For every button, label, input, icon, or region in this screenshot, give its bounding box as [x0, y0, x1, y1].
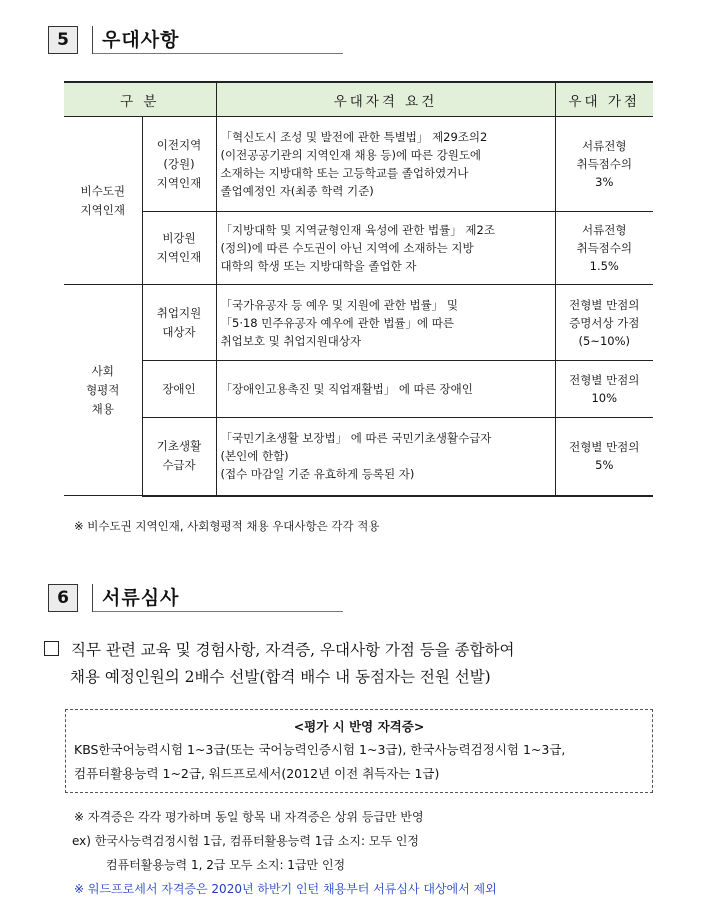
table-row — [64, 418, 653, 496]
header-points: 우대 가점 — [555, 82, 653, 117]
certificate-box — [65, 709, 653, 793]
category-cell: 사회 형평적 채용 — [64, 285, 142, 496]
requirement-cell: 「장애인고용촉진 및 직업재활법」 에 따른 장애인 — [216, 361, 555, 418]
blue-note-line: ※ 워드프로세서 자격증은 2020년 하반기 인턴 채용부터 서류심사 대상에서 제외 — [74, 882, 497, 896]
section-5-header — [48, 24, 179, 54]
requirement-cell: 「지방대학 및 지역균형인재 육성에 관한 법률」 제2조 (정의)에 따른 수도권이 아닌 지역에 소재하는 지방 대학의 학생 또는 지방대학을 졸업한 자 — [216, 212, 555, 285]
table-row — [64, 212, 653, 285]
preference-note: ※ 비수도권 지역인재, 사회형평적 채용 우대사항은 각각 적용 — [74, 519, 380, 533]
sub-category-cell: 이전지역 (강원) 지역인재 — [142, 117, 216, 212]
section-divider — [92, 584, 93, 612]
sub-category-cell: 장애인 — [142, 361, 216, 418]
certificate-box-title: <평가 시 반영 자격증> — [293, 719, 425, 734]
points-cell: 전형별 만점의 5% — [555, 418, 653, 496]
certificate-line: KBS한국어능력시험 1~3급(또는 국어능력인증시험 1~3급), 한국사능력검정시험 1~3급, — [74, 742, 566, 757]
header-category: 구 분 — [64, 82, 216, 117]
note-line: 컴퓨터활용능력 1, 2급 모두 소지: 1급만 인정 — [106, 858, 346, 872]
note-line: ex) 한국사능력검정시험 1급, 컴퓨터활용능력 1급 소지: 모두 인정 — [72, 834, 419, 848]
points-cell: 전형별 만점의 증명서상 가점 (5~10%) — [555, 285, 653, 361]
checkbox-icon — [44, 641, 59, 656]
requirement-cell: 「국가유공자 등 예우 및 지원에 관한 법률」 및 「5·18 민주유공자 예우에 관한 법률」에 따른 취업보호 및 취업지원대상자 — [216, 285, 555, 361]
requirement-cell: 「국민기초생활 보장법」 에 따른 국민기초생활수급자 (본인에 한함) (접수 마감일 기준 유효하게 등록된 자) — [216, 418, 555, 496]
section-5-title: 우대사항 — [102, 29, 180, 51]
table-row — [64, 117, 653, 212]
note-line: ※ 자격증은 각각 평가하며 동일 항목 내 자격증은 상위 등급만 반영 — [74, 810, 424, 824]
category-cell: 비수도권 지역인재 — [64, 117, 142, 285]
section-divider — [92, 26, 93, 54]
sub-category-cell: 비강원 지역인재 — [142, 212, 216, 285]
section-6-number: 6 — [48, 584, 78, 612]
table-row — [64, 361, 653, 418]
sub-category-cell: 기초생활 수급자 — [142, 418, 216, 496]
section-5-number: 5 — [48, 26, 78, 54]
section-6-title: 서류심사 — [102, 587, 180, 609]
points-cell: 서류전형 취득점수의 1.5% — [555, 212, 653, 285]
certificate-line: 컴퓨터활용능력 1~2급, 워드프로세서(2012년 이전 취득자는 1급) — [74, 766, 440, 781]
section-6-underline — [93, 611, 343, 612]
header-requirement: 우대자격 요건 — [216, 82, 555, 117]
table-row — [64, 285, 653, 361]
points-cell: 서류전형 취득점수의 3% — [555, 117, 653, 212]
points-cell: 전형별 만점의 10% — [555, 361, 653, 418]
section-6-header — [48, 582, 179, 612]
sub-category-cell: 취업지원 대상자 — [142, 285, 216, 361]
requirement-cell: 「혁신도시 조성 및 발전에 관한 특별법」 제29조의2 (이전공공기관의 지역인재 채용 등)에 따른 강원도에 소재하는 지방대학 또는 고등학교를 졸업하였거나 졸업예정인 자(최종 학력 기준) — [216, 117, 555, 212]
preference-table — [64, 81, 653, 497]
screening-bullet: 직무 관련 교육 및 경험사항, 자격증, 우대사항 가점 등을 종합하여 채용 예정인원의 2배수 선발(합격 배수 내 동점자는 전원 선발) — [44, 637, 684, 691]
section-5-underline — [93, 53, 343, 54]
table-header-row — [64, 82, 653, 117]
